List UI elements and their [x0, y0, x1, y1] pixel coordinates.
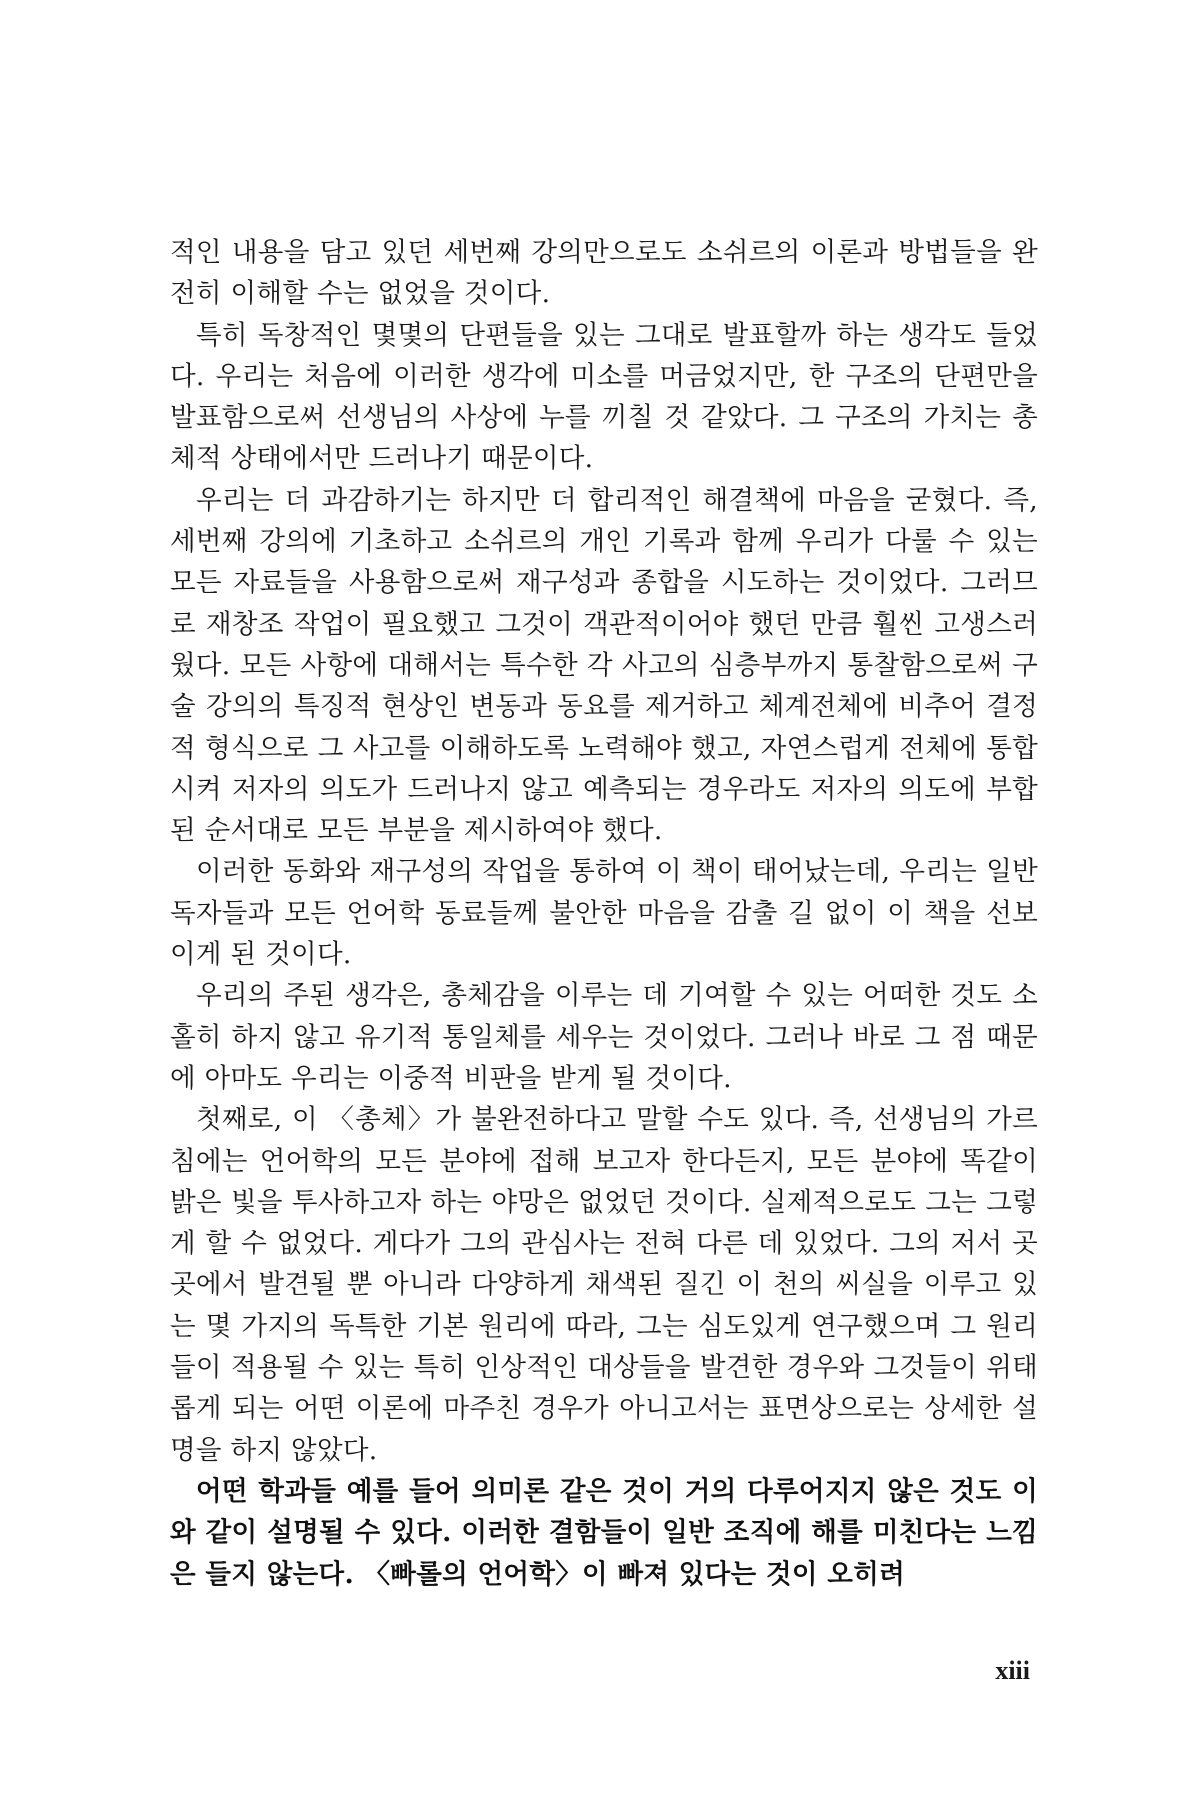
- paragraph-7: 어떤 학과들 예를 들어 의미론 같은 것이 거의 다루어지지 않은 것도 이와 같이 설명될 수 있다. 이러한 결함들이 일반 조직에 해를 미친다는 느낌은 들지 않는다. 〈빠롤의 언어학〉이 빠져 있다는 것이 오히려: [170, 1475, 1038, 1590]
- paragraph-3: 우리는 더 과감하기는 하지만 더 합리적인 해결책에 마음을 굳혔다. 즉, 세번째 강의에 기초하고 소쉬르의 개인 기록과 함께 우리가 다룰 수 있는 모든 자료들을 사용함으로써 재구성과 종합을 시도하는 것이었다. 그러므로 재창조 작업이 필요했고 그것이 객관적이어야 했던 만큼 훨씬 고생스러웠다. 모든 사항에 대해서는 특수한 각 사고의 심층부까지 통찰함으로써 구술 강의의 특징적 현상인 변동과 동요를 제거하고 체계전체에 비추어 결정적 형식으로 그 사고를 이해하도록 노력해야 했고, 자연스럽게 전체에 통합시켜 저자의 의도가 드러나지 않고 예측되는 경우라도 저자의 의도에 부합된 순서대로 모든 부분을 제시하여야 했다.: [170, 484, 1038, 847]
- page-number: xiii: [995, 1656, 1030, 1685]
- paragraph-1: 적인 내용을 담고 있던 세번째 강의만으로도 소쉬르의 이론과 방법들을 완전히 이해할 수는 없었을 것이다.: [170, 237, 1038, 310]
- body-text: [170, 232, 1038, 1595]
- paragraph-4: 이러한 동화와 재구성의 작업을 통하여 이 책이 태어났는데, 우리는 일반 독자들과 모든 언어학 동료들께 불안한 마음을 감출 길 없이 이 책을 선보이게 된 것이다.: [170, 856, 1038, 971]
- paragraph-5: 우리의 주된 생각은, 총체감을 이루는 데 기여할 수 있는 어떠한 것도 소홀히 하지 않고 유기적 통일체를 세우는 것이었다. 그러나 바로 그 점 때문에 아마도 우리는 이중적 비판을 받게 될 것이다.: [170, 980, 1038, 1094]
- paragraph-2: 특히 독창적인 몇몇의 단편들을 있는 그대로 발표할까 하는 생각도 들었다. 우리는 처음에 이러한 생각에 미소를 머금었지만, 한 구조의 단편만을 발표함으로써 선생님의 사상에 누를 끼칠 것 같았다. 그 구조의 가치는 총체적 상태에서만 드러나기 때문이다.: [170, 319, 1038, 475]
- paragraph-6: 첫째로, 이 〈총체〉가 불완전하다고 말할 수도 있다. 즉, 선생님의 가르침에는 언어학의 모든 분야에 접해 보고자 한다든지, 모든 분야에 똑같이 밝은 빛을 투사하고자 하는 야망은 없었던 것이다. 실제적으로도 그는 그렇게 할 수 없었다. 게다가 그의 관심사는 전혀 다른 데 있었다. 그의 저서 곳곳에서 발견될 뿐 아니라 다양하게 채색된 질긴 이 천의 씨실을 이루고 있는 몇 가지의 독특한 기본 원리에 따라, 그는 심도있게 연구했으며 그 원리들이 적용될 수 있는 특히 인상적인 대상들을 발견한 경우와 그것들이 위태롭게 되는 어떤 이론에 마주친 경우가 아니고서는 표면상으로는 상세한 설명을 하지 않았다.: [170, 1104, 1038, 1466]
